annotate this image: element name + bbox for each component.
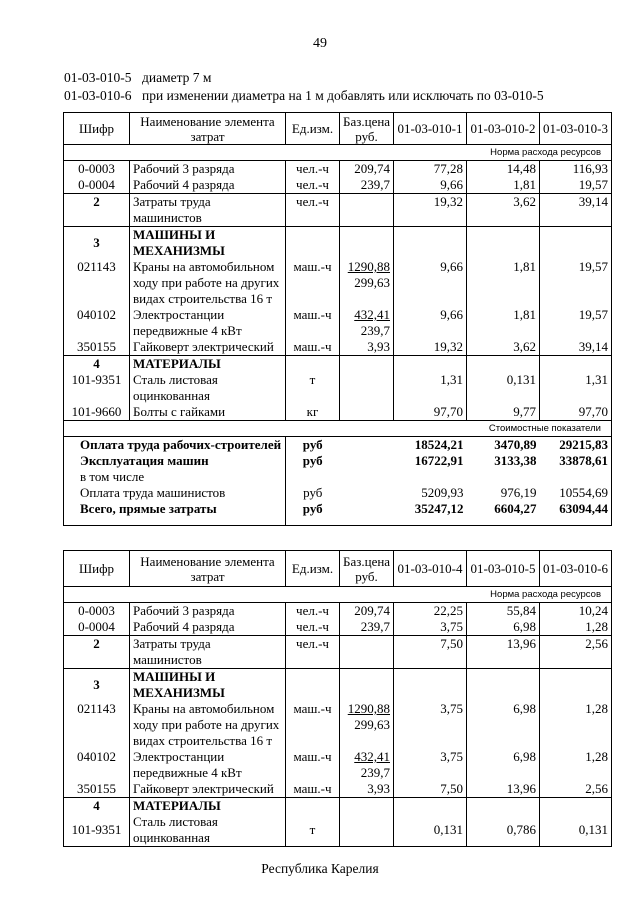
row-unit: кг: [286, 404, 340, 421]
cost-row: [64, 485, 612, 501]
row-value: 1,81: [467, 177, 540, 194]
cost-unit: руб: [302, 437, 323, 452]
table-row: [64, 177, 612, 194]
row-price: [340, 701, 394, 749]
intro-text: диаметр 7 м: [142, 70, 212, 85]
cost-value: 10554,69: [540, 485, 612, 501]
row-value: 6,98: [467, 619, 540, 636]
band-cost-label: Стоимостные показатели: [64, 421, 612, 437]
price-main: 1290,88: [347, 701, 390, 716]
row-value: 1,28: [540, 701, 612, 749]
cost-row: [64, 453, 612, 469]
col-header-code: 01-03-010-3: [540, 113, 612, 145]
row-name: Гайковерт электрический: [130, 339, 286, 356]
row-value: 97,70: [394, 404, 467, 421]
row-value: 9,66: [394, 307, 467, 339]
intro-code: 01-03-010-5: [64, 70, 132, 85]
cost-value: 3470,89: [494, 437, 537, 452]
row-value: 2,56: [540, 781, 612, 798]
row-code: 2: [64, 636, 130, 669]
row-value: 7,50: [394, 781, 467, 798]
row-code: 2: [64, 194, 130, 227]
section-row: [64, 227, 612, 260]
cost-value: 3133,38: [494, 453, 537, 468]
section-number: 3: [64, 669, 130, 702]
row-unit: чел.-ч: [286, 177, 340, 194]
cost-label: Эксплуатация машин: [64, 453, 286, 469]
row-unit: маш.-ч: [286, 307, 340, 339]
row-code: 0-0004: [64, 177, 130, 194]
row-value: 116,93: [540, 161, 612, 178]
table-row: [64, 404, 612, 421]
row-name: Рабочий 3 разряда: [130, 603, 286, 620]
row-value: 55,84: [467, 603, 540, 620]
col-header-price: Баз.цена руб.: [340, 551, 394, 587]
table-row: [64, 259, 612, 307]
row-unit: маш.-ч: [286, 259, 340, 307]
row-value: 1,31: [540, 372, 612, 404]
row-name: Рабочий 4 разряда: [130, 619, 286, 636]
intro-line-2: [64, 88, 544, 104]
row-value: 3,62: [467, 339, 540, 356]
row-unit: маш.-ч: [286, 749, 340, 781]
row-price: [340, 307, 394, 339]
row-price: 209,74: [340, 603, 394, 620]
row-price: 239,7: [340, 177, 394, 194]
row-name: Краны на автомобильном ходу при работе на других видах строительства 16 т: [130, 259, 286, 307]
row-value: 10,24: [540, 603, 612, 620]
col-header-code: 01-03-010-4: [394, 551, 467, 587]
band-row-norm: [64, 587, 612, 603]
row-name: Сталь листовая оцинкованная: [130, 372, 286, 404]
row-code: 101-9351: [64, 372, 130, 404]
row-value: 13,96: [467, 636, 540, 669]
row-unit: маш.-ч: [286, 781, 340, 798]
table-row: [64, 814, 612, 847]
page-number: 49: [313, 36, 327, 51]
cost-value: 35247,12: [394, 501, 467, 525]
row-value: 97,70: [540, 404, 612, 421]
table-row: [64, 161, 612, 178]
row-name: Электростанции передвижные 4 кВт: [130, 749, 286, 781]
row-value: 7,50: [394, 636, 467, 669]
row-value: 19,57: [540, 177, 612, 194]
section-title: МАШИНЫ И МЕХАНИЗМЫ: [130, 669, 286, 702]
price-main: 432,41: [354, 307, 390, 322]
row-name: Краны на автомобильном ходу при работе на других видах строительства 16 т: [130, 701, 286, 749]
cost-row: [64, 501, 612, 525]
row-price: [340, 259, 394, 307]
cost-unit: руб: [303, 485, 323, 500]
cost-unit: руб: [302, 453, 323, 468]
cost-value: 6604,27: [467, 501, 540, 525]
row-value: 1,81: [467, 307, 540, 339]
row-price: [340, 814, 394, 847]
row-price: 239,7: [340, 619, 394, 636]
col-header-code: 01-03-010-1: [394, 113, 467, 145]
table-row: [64, 194, 612, 227]
band-row-cost: [64, 421, 612, 437]
row-value: 0,131: [467, 372, 540, 404]
row-value: 1,28: [540, 749, 612, 781]
row-unit: т: [286, 814, 340, 847]
row-value: 0,786: [467, 814, 540, 847]
table-row: [64, 636, 612, 669]
row-name: Гайковерт электрический: [130, 781, 286, 798]
row-value: 19,57: [540, 307, 612, 339]
table-row: [64, 307, 612, 339]
cost-value: 33878,61: [540, 453, 612, 469]
section-title: МАШИНЫ И МЕХАНИЗМЫ: [130, 227, 286, 260]
table-row: [64, 339, 612, 356]
price-secondary: 299,63: [354, 275, 390, 290]
section-row: [64, 356, 612, 373]
row-value: 77,28: [394, 161, 467, 178]
resource-table-2: [63, 550, 612, 847]
row-value: 39,14: [540, 339, 612, 356]
row-price: [340, 372, 394, 404]
row-price: [340, 749, 394, 781]
row-unit: маш.-ч: [286, 701, 340, 749]
price-secondary: 299,63: [354, 717, 390, 732]
row-value: 6,98: [467, 749, 540, 781]
row-code: 350155: [64, 339, 130, 356]
row-value: 1,28: [540, 619, 612, 636]
col-header-unit: Ед.изм.: [286, 113, 340, 145]
cost-label: Оплата труда машинистов: [64, 485, 286, 501]
row-unit: чел.-ч: [286, 161, 340, 178]
row-value: 1,81: [467, 259, 540, 307]
cost-label: Всего, прямые затраты: [64, 501, 286, 525]
col-header-shifr: Шифр: [64, 551, 130, 587]
section-title: МАТЕРИАЛЫ: [130, 356, 286, 373]
row-name: Рабочий 4 разряда: [130, 177, 286, 194]
cost-row: [64, 469, 612, 485]
price-secondary: 239,7: [360, 323, 390, 338]
table-row: [64, 701, 612, 749]
header-row: [64, 113, 612, 145]
cost-row: [64, 437, 612, 454]
col-header-price: Баз.цена руб.: [340, 113, 394, 145]
row-value: 19,32: [394, 339, 467, 356]
cost-value: 18524,21: [414, 437, 464, 452]
row-unit: чел.-ч: [286, 636, 340, 669]
row-value: 6,98: [467, 701, 540, 749]
row-unit: чел.-ч: [286, 194, 340, 227]
cost-label: в том числе: [64, 469, 286, 485]
row-name: Болты с гайками: [130, 404, 286, 421]
row-code: 350155: [64, 781, 130, 798]
row-unit: чел.-ч: [286, 619, 340, 636]
section-row: [64, 798, 612, 815]
table-row: [64, 781, 612, 798]
row-price: 3,93: [340, 339, 394, 356]
price-main: 432,41: [354, 749, 390, 764]
row-code: 040102: [64, 307, 130, 339]
row-value: 9,66: [394, 177, 467, 194]
col-header-code: 01-03-010-5: [467, 551, 540, 587]
row-value: 3,62: [467, 194, 540, 227]
table-row: [64, 749, 612, 781]
row-code: 0-0003: [64, 603, 130, 620]
row-value: 14,48: [467, 161, 540, 178]
row-value: 2,56: [540, 636, 612, 669]
section-title: МАТЕРИАЛЫ: [130, 798, 286, 815]
row-name: Электростанции передвижные 4 кВт: [130, 307, 286, 339]
row-value: 9,66: [394, 259, 467, 307]
section-row: [64, 669, 612, 702]
cost-value: 976,19: [500, 485, 537, 500]
col-header-unit: Ед.изм.: [286, 551, 340, 587]
cost-value: 16722,91: [414, 453, 464, 468]
row-code: 021143: [64, 701, 130, 749]
table-row: [64, 603, 612, 620]
row-value: 3,75: [394, 749, 467, 781]
row-code: 101-9660: [64, 404, 130, 421]
band-norm-label: Норма расхода ресурсов: [64, 145, 612, 161]
col-header-shifr: Шифр: [64, 113, 130, 145]
row-value: 1,31: [394, 372, 467, 404]
intro-text: при изменении диаметра на 1 м добавлять или исключать по 03-010-5: [142, 88, 544, 103]
row-code: 0-0004: [64, 619, 130, 636]
row-value: 0,131: [540, 814, 612, 847]
intro-code: 01-03-010-6: [64, 88, 132, 103]
band-norm-label: Норма расхода ресурсов: [64, 587, 612, 603]
resource-table-1: [63, 112, 612, 526]
row-value: 0,131: [394, 814, 467, 847]
band-row-norm: [64, 145, 612, 161]
row-value: 3,75: [394, 619, 467, 636]
cost-value: 5209,93: [421, 485, 464, 500]
section-number: 4: [64, 798, 130, 815]
cost-label: Оплата труда рабочих-строителей: [64, 437, 286, 454]
row-value: 3,75: [394, 701, 467, 749]
col-header-code: 01-03-010-6: [540, 551, 612, 587]
footer-region: Республика Карелия: [261, 861, 379, 876]
section-number: 3: [64, 227, 130, 260]
col-header-name: Наименование элемента затрат: [130, 551, 286, 587]
price-secondary: 239,7: [360, 765, 390, 780]
col-header-name: Наименование элемента затрат: [130, 113, 286, 145]
row-unit: т: [286, 372, 340, 404]
row-code: 021143: [64, 259, 130, 307]
row-value: 9,77: [467, 404, 540, 421]
row-value: 13,96: [467, 781, 540, 798]
price-main: 1290,88: [347, 259, 390, 274]
header-row: [64, 551, 612, 587]
row-value: 39,14: [540, 194, 612, 227]
row-value: 22,25: [394, 603, 467, 620]
row-name: Затраты труда машинистов: [130, 636, 286, 669]
row-price: 3,93: [340, 781, 394, 798]
row-value: 19,57: [540, 259, 612, 307]
cost-value: 29215,83: [540, 437, 612, 454]
row-name: Рабочий 3 разряда: [130, 161, 286, 178]
cost-value: 63094,44: [540, 501, 612, 525]
row-code: 0-0003: [64, 161, 130, 178]
row-name: Сталь листовая оцинкованная: [130, 814, 286, 847]
row-price: [340, 636, 394, 669]
row-name: Затраты труда машинистов: [130, 194, 286, 227]
section-number: 4: [64, 356, 130, 373]
row-code: 040102: [64, 749, 130, 781]
col-header-code: 01-03-010-2: [467, 113, 540, 145]
row-code: 101-9351: [64, 814, 130, 847]
row-price: [340, 194, 394, 227]
cost-unit: руб: [286, 501, 340, 525]
table-row: [64, 372, 612, 404]
row-unit: чел.-ч: [286, 603, 340, 620]
row-price: 209,74: [340, 161, 394, 178]
table-row: [64, 619, 612, 636]
intro-line-1: [64, 70, 211, 86]
row-unit: маш.-ч: [286, 339, 340, 356]
row-price: [340, 404, 394, 421]
row-value: 19,32: [394, 194, 467, 227]
